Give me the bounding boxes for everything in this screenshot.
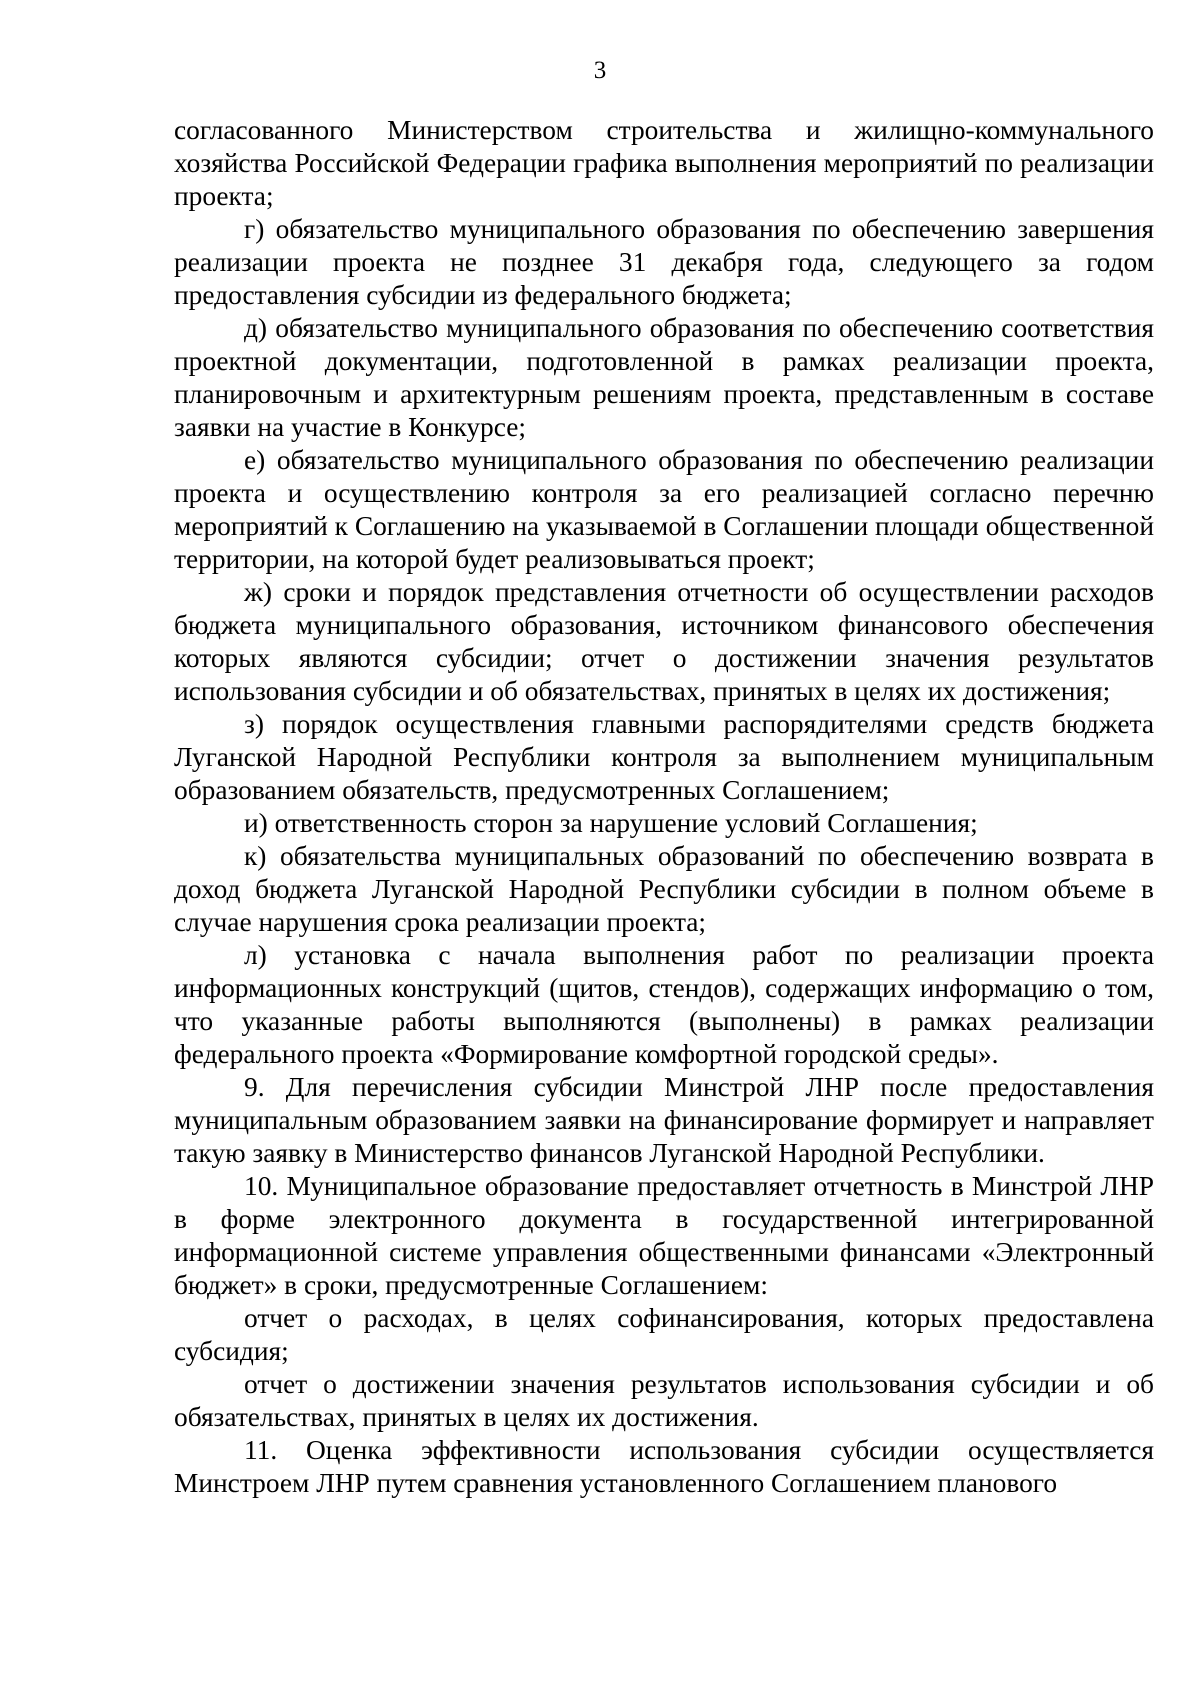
paragraph-item-d: д) обязательство муниципального образования по обеспечению соответствия проектной документации, подготовленной в рамках реализации проекта, планировочным и архитектурным решениям проекта, представленным в составе заявки на участие в Конкурсе; — [174, 313, 1154, 442]
paragraph-report-expenses: отчет о расходах, в целях софинансирования, которых предоставлена субсидия; — [174, 1303, 1154, 1366]
paragraph-report-results: отчет о достижении значения результатов использования субсидии и об обязательствах, принятых в целях их достижения. — [174, 1369, 1154, 1432]
paragraph-item-i: и) ответственность сторон за нарушение условий Соглашения; — [244, 808, 978, 838]
paragraph-item-z: з) порядок осуществления главными распорядителями средств бюджета Луганской Народной Республики контроля за выполнением муниципальным образованием обязательств, предусмотренных Соглашением; — [174, 709, 1154, 805]
page-number: 3 — [593, 57, 607, 84]
paragraph-item-g: г) обязательство муниципального образования по обеспечению завершения реализации проекта не позднее 31 декабря года, следующего за годом предоставления субсидии из федерального бюджета; — [174, 214, 1154, 310]
paragraph-item-l: л) установка с начала выполнения работ по реализации проекта информационных конструкций (щитов, стендов), содержащих информацию о том, что указанные работы выполняются (выполнены) в рамках реализации федерального проекта «Формирование комфортной городской среды». — [174, 940, 1154, 1069]
paragraph-item-e: е) обязательство муниципального образования по обеспечению реализации проекта и осуществлению контроля за его реализацией согласно перечню мероприятий к Соглашению на указываемой в Соглашении площади общественной территории, на которой будет реализовываться проект; — [174, 445, 1154, 574]
paragraph-clause-9: 9. Для перечисления субсидии Минстрой ЛНР после предоставления муниципальным образованием заявки на финансирование формирует и направляет такую заявку в Министерство финансов Луганской Народной Республики. — [174, 1072, 1154, 1168]
paragraph-item-zh: ж) сроки и порядок представления отчетности об осуществлении расходов бюджета муниципального образования, источником финансового обеспечения которых являются субсидии; отчет о достижении значения результатов использования субсидии и об обязательствах, принятых в целях их достижения; — [174, 577, 1154, 706]
paragraph-item-k: к) обязательства муниципальных образований по обеспечению возврата в доход бюджета Луганской Народной Республики субсидии в полном объеме в случае нарушения срока реализации проекта; — [174, 841, 1154, 937]
paragraph-clause-10: 10. Муниципальное образование предоставляет отчетность в Минстрой ЛНР в форме электронного документа в государственной интегрированной информационной системе управления общественными финансами «Электронный бюджет» в сроки, предусмотренные Соглашением: — [174, 1171, 1154, 1300]
paragraph-continuation: согласованного Министерством строительства и жилищно-коммунального хозяйства Российской Федерации графика выполнения мероприятий по реализации проекта; — [174, 115, 1154, 211]
paragraph-clause-11: 11. Оценка эффективности использования субсидии осуществляется Минстроем ЛНР путем сравнения установленного Соглашением планового — [174, 1435, 1154, 1498]
document-body — [174, 114, 1154, 1500]
